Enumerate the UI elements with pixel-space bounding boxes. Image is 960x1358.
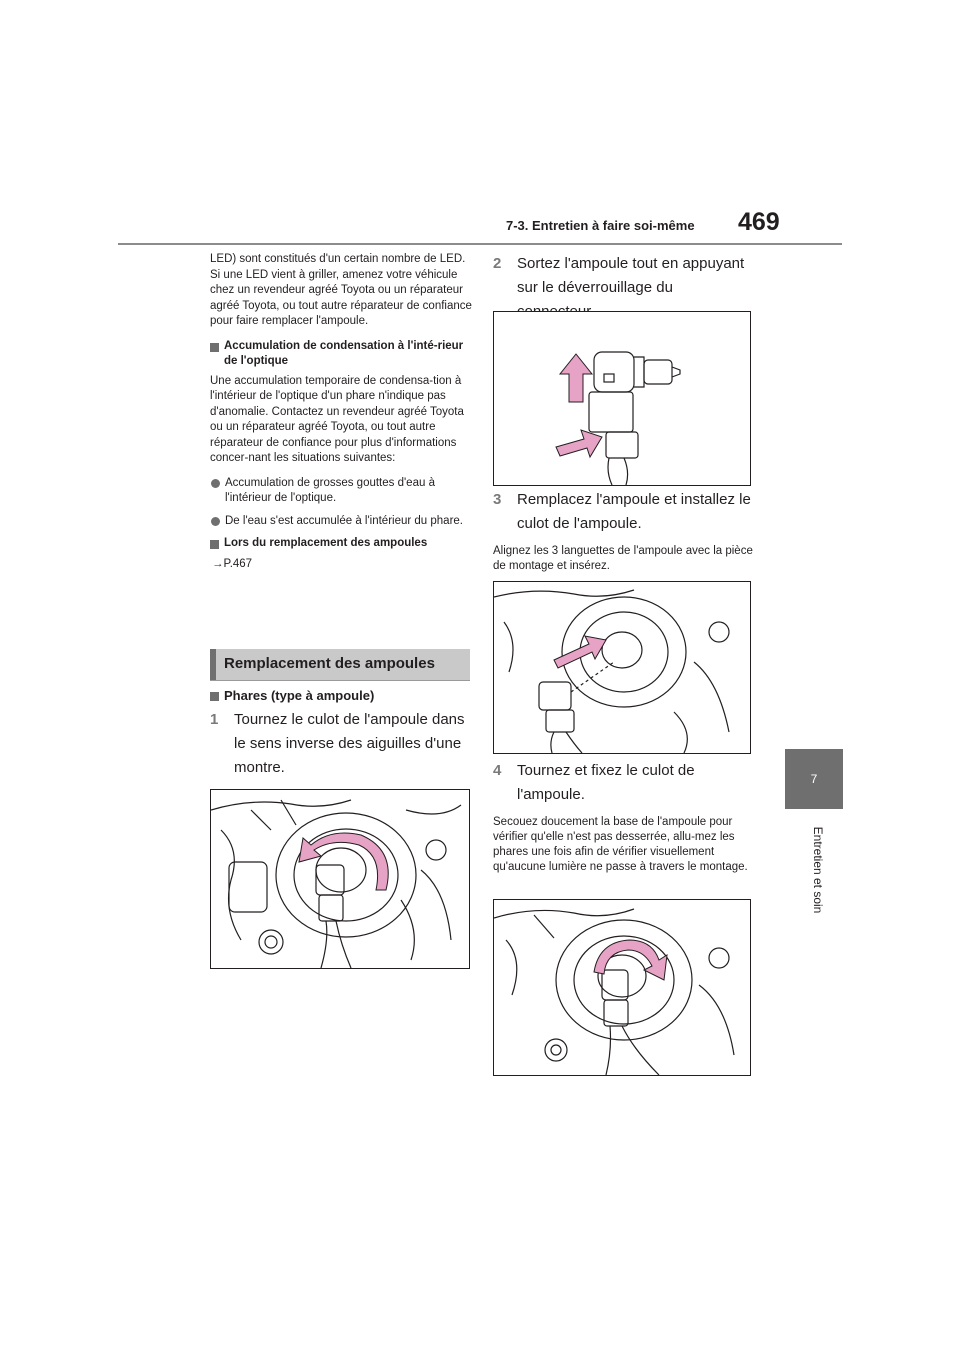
condensation-heading-text: Accumulation de condensation à l'inté-rieur de l'optique xyxy=(224,339,464,367)
figure-install-bulb xyxy=(493,581,751,754)
figure-rotate-bulb-cw xyxy=(493,899,751,1076)
square-bullet-icon xyxy=(210,692,219,701)
figure-rotate-bulb-ccw xyxy=(210,789,470,969)
headlight-illustration xyxy=(211,790,469,968)
bullet-item xyxy=(210,514,472,530)
square-bullet-icon xyxy=(210,540,219,549)
round-bullet-icon xyxy=(211,517,220,526)
chapter-tab[interactable]: 7 xyxy=(785,749,843,809)
headlight-install-illustration xyxy=(494,582,750,753)
phares-heading xyxy=(210,688,472,704)
header-divider xyxy=(118,243,842,245)
bullet-item xyxy=(210,476,472,507)
arrow-press-icon xyxy=(556,430,602,457)
page-reference-link[interactable]: →P.467 xyxy=(212,557,253,570)
condensation-paragraph: Une accumulation temporaire de condensa-tion à l'intérieur de l'optique d'un phare n'indique pas d'anomalie. Contactez un revendeur agréé Toyota ou un réparateur agréé Toyota, ou tout autre réparateur de confiance pour plus d'informations concer-nant les situations suivantes: xyxy=(210,374,464,464)
section-underline xyxy=(210,680,470,681)
header-section-title: 7-3. Entretien à faire soi-même xyxy=(506,218,695,233)
bullet-text: De l'eau s'est accumulée à l'intérieur du phare. xyxy=(225,514,463,527)
chapter-label: Entretien et soin xyxy=(811,826,825,914)
bullet-text: Accumulation de grosses gouttes d'eau à l'intérieur de l'optique. xyxy=(225,476,435,504)
bulb-connector-illustration xyxy=(494,312,750,485)
condensation-heading xyxy=(210,339,472,370)
square-bullet-icon xyxy=(210,343,219,352)
step-text: Remplacez l'ampoule et installez le culot de l'ampoule. xyxy=(517,491,751,532)
step-text: Sortez l'ampoule tout en appuyant sur le déverrouillage du xyxy=(517,255,745,296)
step-4-block xyxy=(493,759,755,875)
section-title-box xyxy=(210,649,470,681)
headlight-lock-illustration xyxy=(494,900,750,1075)
step-3-note: Alignez les 3 languettes de l'ampoule avec la pièce de montage et insérez. xyxy=(493,545,753,572)
replacement-heading-text: Lors du remplacement des ampoules xyxy=(224,537,428,549)
step-4-note: Secouez doucement la base de l'ampoule pour vérifier qu'elle n'est pas desserrée, allu-mez les phares une fois afin de vérifier visuellement qu'aucune lumière ne passe à travers le montage. xyxy=(493,816,748,873)
step-text: Tournez le culot de l'ampoule dans le sens inverse des aiguilles d'une montre. xyxy=(234,710,465,776)
intro-paragraph: LED) sont constitués d'un certain nombre de LED. Si une LED vient à griller, amenez votre véhicule chez un revendeur agréé Toyota ou un réparateur agréé Toyota, ou tout autre réparateur de confiance pour faire remplacer l'ampoule. xyxy=(210,253,472,327)
section-title-bar xyxy=(210,649,216,681)
step-number: 1 xyxy=(210,710,219,728)
step-3-block xyxy=(493,488,755,574)
step-4 xyxy=(493,759,755,807)
replacement-heading xyxy=(210,536,472,552)
step-number: 3 xyxy=(493,491,502,508)
step-number: 2 xyxy=(493,255,502,272)
phares-heading-text: Phares (type à ampoule) xyxy=(224,688,375,703)
step-number: 4 xyxy=(493,762,502,779)
section-title: Remplacement des ampoules xyxy=(224,655,435,672)
phares-block xyxy=(210,688,472,780)
step-text: Tournez et fixez le culot de l'ampoule. xyxy=(517,762,695,803)
step-1 xyxy=(210,708,472,780)
round-bullet-icon xyxy=(211,479,220,488)
arrow-up-icon xyxy=(560,354,592,402)
left-column xyxy=(210,252,472,570)
step-3 xyxy=(493,488,755,536)
figure-remove-bulb xyxy=(493,311,751,486)
page-number: 469 xyxy=(738,208,780,236)
